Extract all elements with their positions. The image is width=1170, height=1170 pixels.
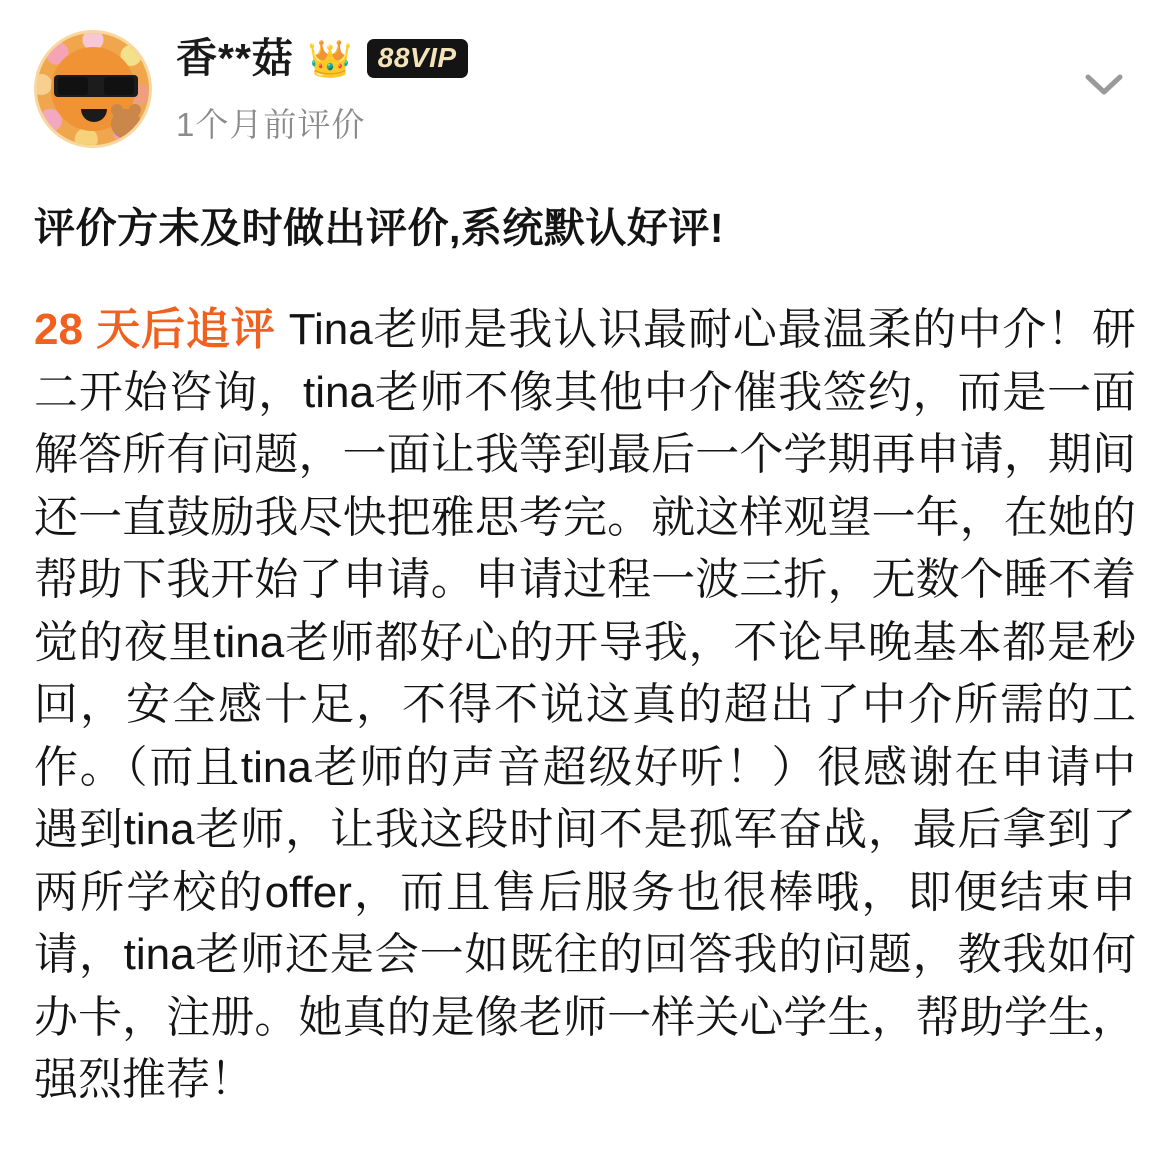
initial-comment-text: 评价方未及时做出评价,系统默认好评! <box>34 205 725 251</box>
followup-text: Tina老师是我认识最耐心最温柔的中介！研二开始咨询，tina老师不像其他中介催我签约，而是一面解答所有问题，一面让我等到最后一个学期再申请，期间还一直鼓励我尽快把雅思考完。就这样观望一年，在她的帮助下我开始了申请。申请过程一波三折，无数个睡不着觉的夜里tina老师都好心的开导我，不论早晚基本都是秒回，安全感十足，不得不说这真的超出了中介所需的工作。（而且tina老师的声音超级好听！）很感谢在申请中遇到tina老师，让我这段时间不是孤军奋战，最后拿到了两所学校的offer，而且售后服务也很棒哦，即便结束申请，tina老师还是会一如既往的回答我的问题，教我如何办卡，注册。她真的是像老师一样关心学生，帮助学生，强烈推荐！ <box>34 305 1136 1105</box>
name-row <box>176 36 1136 81</box>
review-timestamp: 1个月前评价 <box>176 106 366 144</box>
bear-icon <box>111 109 141 139</box>
review-header <box>34 30 1136 170</box>
chevron-down-icon[interactable] <box>1078 58 1130 110</box>
vip-badge[interactable]: 88VIP <box>367 39 468 79</box>
avatar[interactable] <box>34 30 152 148</box>
sunglasses-icon <box>54 75 138 97</box>
crown-icon: 👑 <box>307 37 353 79</box>
user-nickname[interactable]: 香**菇 <box>176 35 294 81</box>
followup-tag: 28 天后追评 <box>34 305 276 355</box>
user-info <box>176 30 1136 146</box>
followup-comment <box>34 299 1136 1111</box>
